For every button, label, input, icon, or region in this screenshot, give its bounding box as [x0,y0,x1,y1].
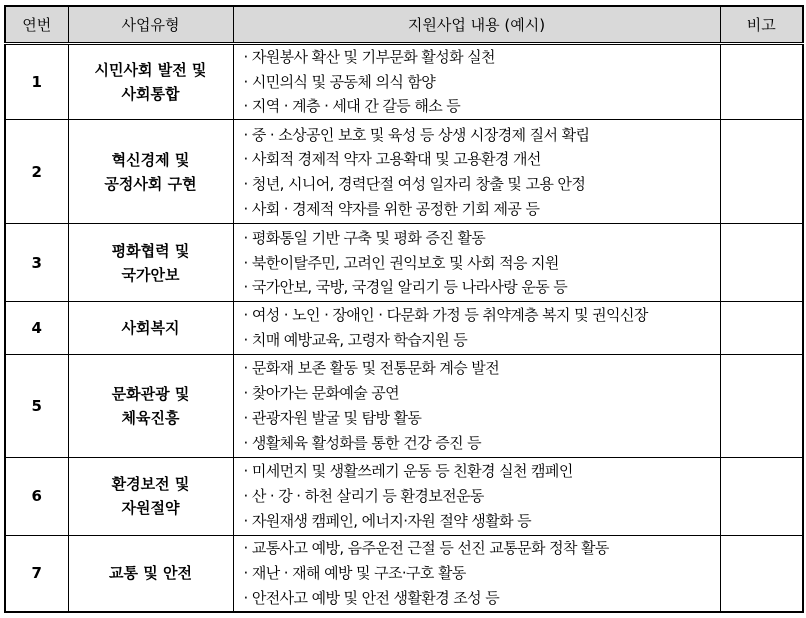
content-item: · 중 · 소상공인 보호 및 육성 등 상생 시장경제 질서 확립 [243,125,590,144]
content-item: · 여성 · 노인 · 장애인 · 다문화 가정 등 취약계층 복지 및 권익신장 [243,306,648,325]
table-row [5,354,803,457]
header-type: 사업유형 [68,6,233,43]
content-item: · 청년, 시니어, 경력단절 여성 일자리 창출 및 고용 안정 [243,174,586,193]
program-type [68,457,233,535]
table-row [5,120,803,224]
program-type [68,354,233,457]
program-type-line: 사회복지 [121,319,180,338]
program-content [233,354,720,457]
row-number: 1 [5,43,68,120]
program-type-line: 혁신경제 및 [111,150,190,169]
program-content [233,43,720,120]
content-item: · 시민의식 및 공동체 의식 함양 [243,72,436,91]
program-type [68,302,233,355]
header-remarks: 비고 [720,6,803,43]
remarks-cell [720,224,803,302]
content-item: · 문화재 보존 활동 및 전통문화 계승 발전 [243,359,500,378]
remarks-cell [720,120,803,224]
header-row [5,6,803,43]
content-item: · 산 · 강 · 하천 살리기 등 환경보전운동 [243,486,484,505]
program-type-line: 시민사회 발전 및 [94,60,207,79]
content-item: · 치매 예방교육, 고령자 학습지원 등 [243,331,468,350]
content-item: · 사회적 경제적 약자 고용확대 및 고용환경 개선 [243,150,541,169]
table-row [5,43,803,120]
content-item: · 자원봉사 확산 및 기부문화 활성화 실천 [243,47,495,66]
content-item: · 평화통일 기반 구축 및 평화 증진 활동 [243,228,486,247]
program-content [233,302,720,355]
remarks-cell [720,302,803,355]
content-item: · 생활체육 활성화를 통한 건강 증진 등 [243,433,482,452]
program-type [68,43,233,120]
content-item: · 교통사고 예방, 음주운전 근절 등 선진 교통문화 정착 활동 [243,539,609,558]
program-type-line: 국가안보 [121,265,180,284]
program-type [68,224,233,302]
header-no: 연번 [5,6,68,43]
content-item: · 관광자원 발굴 및 탐방 활동 [243,408,422,427]
program-type-line: 평화협력 및 [111,241,190,260]
table-row [5,302,803,355]
row-number: 7 [5,535,68,612]
table-body [5,43,803,612]
row-number: 4 [5,302,68,355]
content-item: · 안전사고 예방 및 안전 생활환경 조성 등 [243,588,500,607]
remarks-cell [720,457,803,535]
program-type [68,535,233,612]
program-content [233,120,720,224]
program-type-line: 환경보전 및 [111,475,190,494]
remarks-cell [720,43,803,120]
table-row [5,224,803,302]
support-program-table [4,5,804,613]
row-number: 3 [5,224,68,302]
row-number: 5 [5,354,68,457]
program-type-line: 자원절약 [121,499,180,518]
content-item: · 찾아가는 문화예술 공연 [243,384,400,403]
program-type-line: 문화관광 및 [111,384,190,403]
remarks-cell [720,354,803,457]
program-content [233,535,720,612]
content-item: · 재난 · 재해 예방 및 구조·구호 활동 [243,563,466,582]
program-type-line: 공정사회 구현 [104,174,197,193]
program-type-line: 사회통합 [121,84,180,103]
content-item: · 북한이탈주민, 고려인 권익보호 및 사회 적응 지원 [243,253,559,272]
content-item: · 사회 · 경제적 약자를 위한 공정한 기회 제공 등 [243,199,540,218]
table-row [5,457,803,535]
row-number: 6 [5,457,68,535]
program-content [233,457,720,535]
content-item: · 지역 · 계층 · 세대 간 갈등 해소 등 [243,97,461,116]
table-row [5,535,803,612]
program-content [233,224,720,302]
remarks-cell [720,535,803,612]
header-content: 지원사업 내용 (예시) [233,6,720,43]
program-type [68,120,233,224]
content-item: · 국가안보, 국방, 국경일 알리기 등 나라사랑 운동 등 [243,278,568,297]
program-type-line: 교통 및 안전 [109,564,192,583]
content-item: · 미세먼지 및 생활쓰레기 운동 등 친환경 실천 캠페인 [243,462,573,481]
row-number: 2 [5,120,68,224]
content-item: · 자원재생 캠페인, 에너지·자원 절약 생활화 등 [243,511,532,530]
program-type-line: 체육진흥 [121,408,180,427]
